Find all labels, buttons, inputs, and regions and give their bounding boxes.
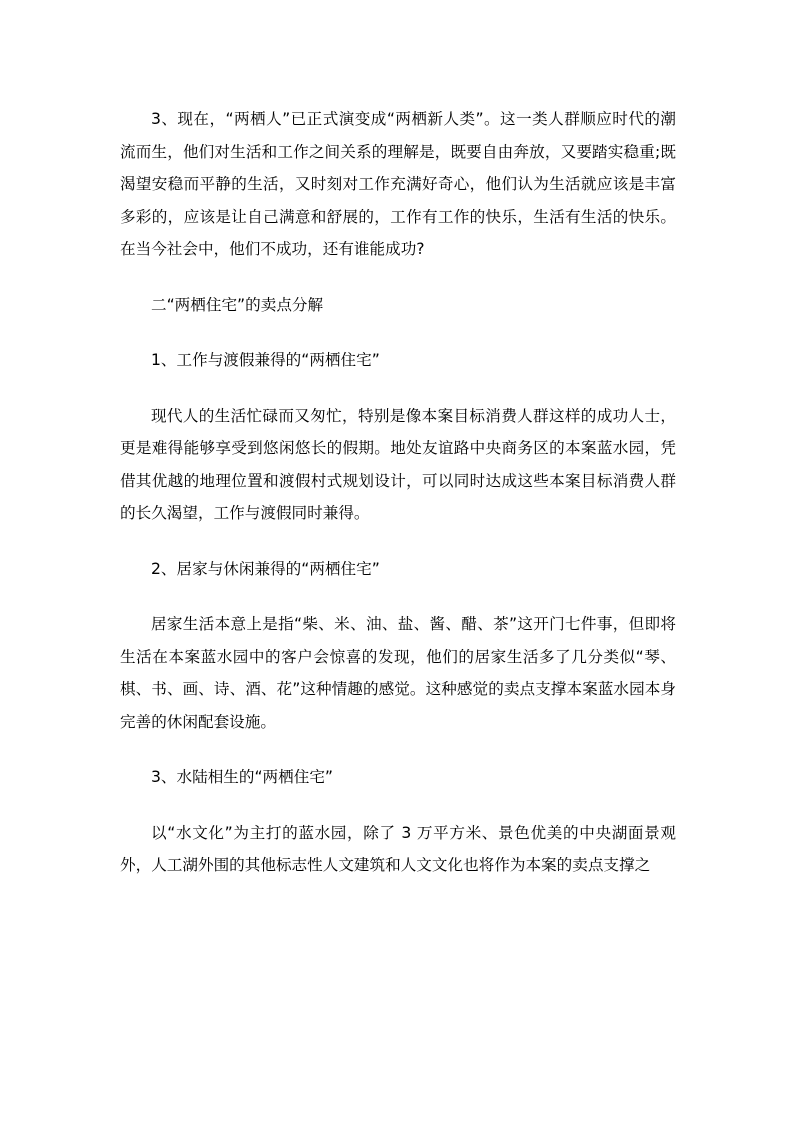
paragraph-work-vacation: 现代人的生活忙碌而又匆忙，特别是像本案目标消费人群这样的成功人士，更是难得能够享受到悠闲悠长的假期。地处友谊路中央商务区的本案蓝水园，凭借其优越的地理位置和渡假村式规划设计，可以同时达成这些本案目标消费人群的长久渴望，工作与渡假同时兼得。 xyxy=(120,406,676,522)
subheading-work-vacation: 1、工作与渡假兼得的“两栖住宅” xyxy=(151,351,380,369)
subheading-water-land: 3、水陆相生的“两栖住宅” xyxy=(151,768,334,786)
document-body xyxy=(120,103,676,882)
paragraph-water-culture: 以“水文化”为主打的蓝水园，除了 3 万平方米、景色优美的中央湖面景观外，人工湖外围的其他标志性人文建筑和人文文化也将作为本案的卖点支撑之 xyxy=(120,823,676,874)
paragraph-new-class: 3、现在，“两栖人”已正式演变成“两栖新人类”。这一类人群顺应时代的潮流而生，他们对生活和工作之间关系的理解是，既要自由奔放，又要踏实稳重;既渴望安稳而平静的生活，又时刻对工作充满好奇心，他们认为生活就应该是丰富多彩的，应该是让自己满意和舒展的，工作有工作的快乐，生活有生活的快乐。在当今社会中，他们不成功，还有谁能成功? xyxy=(120,110,676,258)
paragraph-home-leisure: 居家生活本意上是指“柴、米、油、盐、酱、醋、茶”这开门七件事，但即将生活在本案蓝水园中的客户会惊喜的发现，他们的居家生活多了几分类似“琴、棋、书、画、诗、酒、花”这种情趣的感觉。这种感觉的卖点支撑本案蓝水园本身完善的休闲配套设施。 xyxy=(120,615,676,731)
section-heading-selling-points: 二“两栖住宅”的卖点分解 xyxy=(151,295,324,314)
subheading-home-leisure: 2、居家与休闲兼得的“两栖住宅” xyxy=(151,559,380,578)
